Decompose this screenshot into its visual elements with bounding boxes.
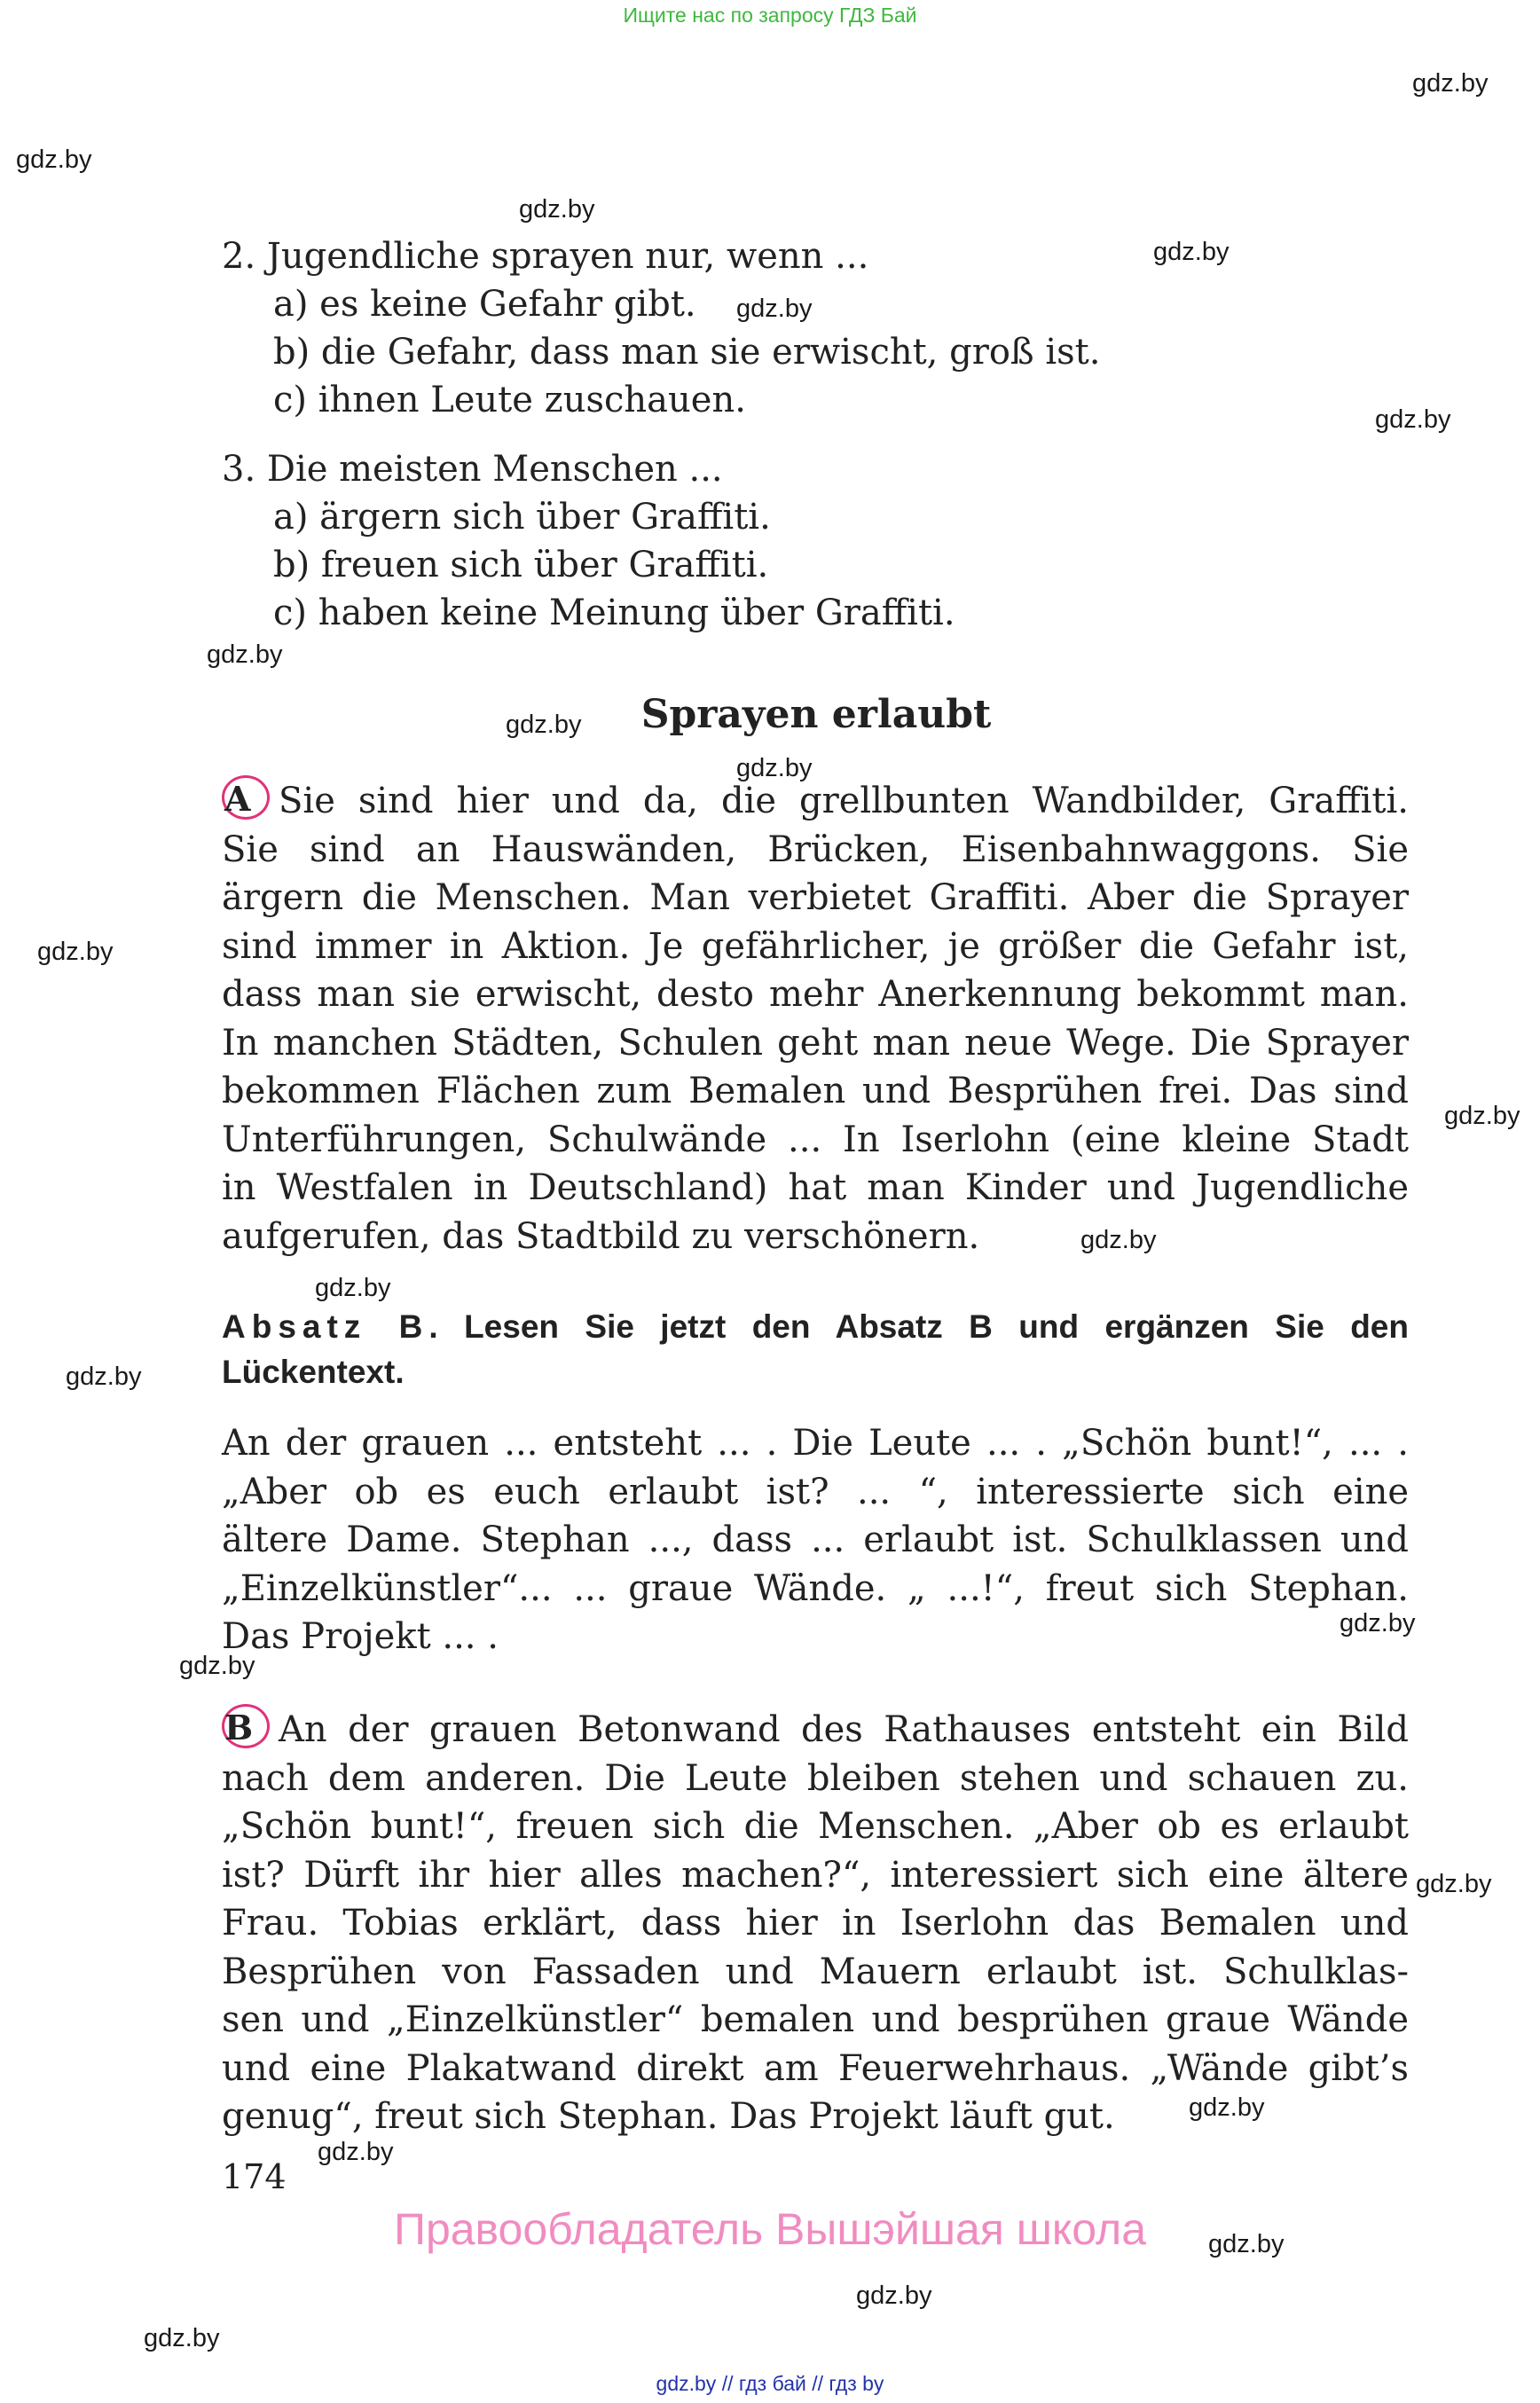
paragraph-b-line: Frau. Tobias erklärt, dass hier in Iserlohn das Bemalen und bbox=[222, 1903, 1409, 1944]
watermark: gdz.by bbox=[1375, 405, 1451, 434]
paragraph-a-line: dass man sie erwischt, desto mehr Anerkennung bekommt man. bbox=[222, 974, 1409, 1015]
gap-text-line: „Aber ob es euch erlaubt ist? ... “, interessierte sich eine bbox=[222, 1471, 1409, 1512]
paragraph-a-badge: A bbox=[222, 775, 270, 820]
paragraph-a-line: In manchen Städten, Schulen geht man neue Wege. Die Sprayer bbox=[222, 1022, 1409, 1064]
watermark: gdz.by bbox=[1412, 69, 1489, 98]
watermark: gdz.by bbox=[736, 754, 813, 782]
watermark: gdz.by bbox=[66, 1362, 142, 1391]
gap-text bbox=[222, 1419, 1409, 1661]
paragraph-b-line: und eine Plakatwand direkt am Feuerwehrhaus. „Wände gibt’s bbox=[222, 2047, 1409, 2089]
paragraph-a-line: in Westfalen in Deutschland) hat man Kinder und Jugendliche bbox=[222, 1167, 1409, 1208]
paragraph-b-line: sen und „Einzelkünstler“ bemalen und besprühen graue Wände bbox=[222, 1999, 1409, 2040]
paragraph-b-line: ist? Dürft ihr hier alles machen?“, interessiert sich eine ältere bbox=[222, 1854, 1409, 1896]
watermark: gdz.by bbox=[318, 2138, 394, 2166]
paragraph-b-line: genug“, freut sich Stephan. Das Projekt läuft gut. bbox=[222, 2096, 1115, 2137]
task-label: Absatz B bbox=[222, 1308, 429, 1345]
watermark: gdz.by bbox=[207, 640, 283, 669]
watermark: gdz.by bbox=[1189, 2093, 1265, 2122]
paragraph-b-line: nach dem anderen. Die Leute bleiben stehen und schauen zu. bbox=[222, 1757, 1409, 1799]
paragraph-a-line: ärgern die Menschen. Man verbietet Graffiti. Aber die Sprayer bbox=[222, 877, 1409, 918]
watermark: gdz.by bbox=[1416, 1870, 1492, 1898]
question-2-option-a: a) es keine Gefahr gibt. bbox=[273, 284, 696, 325]
watermark: gdz.by bbox=[1444, 1102, 1520, 1130]
question-2-stem: 2. Jugendliche sprayen nur, wenn ... bbox=[222, 236, 869, 277]
rights-holder: Правообладатель Вышэйшая школа bbox=[394, 2204, 1146, 2254]
watermark: gdz.by bbox=[1153, 238, 1230, 266]
question-3-option-c: c) haben keine Meinung über Graffiti. bbox=[273, 593, 955, 633]
gap-text-line: An der grauen ... entsteht ... . Die Leute ... . „Schön bunt!“, ... . bbox=[222, 1423, 1409, 1464]
watermark: gdz.by bbox=[16, 145, 92, 174]
paragraph-b-line: B An der grauen Betonwand des Rathauses entsteht ein Bild bbox=[222, 1704, 1409, 1755]
question-2 bbox=[222, 232, 1100, 424]
page-number: 174 bbox=[222, 2157, 287, 2196]
task-text-line2: Lückentext. bbox=[222, 1354, 405, 1390]
top-banner[interactable]: Ищите нас по запросу ГДЗ Бай bbox=[623, 4, 917, 27]
watermark: gdz.by bbox=[1208, 2230, 1285, 2258]
task-instruction bbox=[222, 1304, 1409, 1394]
section-title: Sprayen erlaubt bbox=[640, 692, 992, 737]
watermark: gdz.by bbox=[179, 1652, 255, 1680]
watermark: gdz.by bbox=[1340, 1609, 1416, 1637]
paragraph-b-badge: B bbox=[222, 1704, 270, 1748]
question-2-option-b: b) die Gefahr, dass man sie erwischt, groß ist. bbox=[273, 332, 1101, 373]
question-3 bbox=[222, 445, 955, 637]
question-3-option-b: b) freuen sich über Graffiti. bbox=[273, 545, 769, 585]
paragraph-a bbox=[222, 775, 1409, 1260]
watermark: gdz.by bbox=[144, 2324, 220, 2352]
paragraph-a-line: aufgerufen, das Stadtbild zu verschönern. bbox=[222, 1215, 980, 1257]
watermark: gdz.by bbox=[736, 294, 813, 323]
paragraph-a-line: Unterführungen, Schulwände ... In Iserlohn (eine kleine Stadt bbox=[222, 1119, 1409, 1160]
task-text: . Lesen Sie jetzt den Absatz B und ergänzen Sie den bbox=[428, 1308, 1409, 1345]
paragraph-b bbox=[222, 1704, 1409, 2141]
gap-text-line: Das Projekt ... . bbox=[222, 1616, 499, 1657]
watermark: gdz.by bbox=[1080, 1226, 1157, 1254]
footer-links[interactable]: gdz.by // гдз бай // гдз by bbox=[656, 2372, 884, 2395]
gap-text-line: ältere Dame. Stephan ..., dass ... erlaubt ist. Schulklassen und bbox=[222, 1520, 1409, 1560]
gap-text-line: „Einzelkünstler“... ... graue Wände. „ ...!“, freut sich Stephan. bbox=[222, 1567, 1409, 1609]
watermark: gdz.by bbox=[37, 938, 114, 966]
paragraph-a-line: sind immer in Aktion. Je gefährlicher, je größer die Gefahr ist, bbox=[222, 925, 1409, 967]
paragraph-a-line: bekommen Flächen zum Bemalen und Besprühen frei. Das sind bbox=[222, 1071, 1409, 1111]
question-2-option-c: c) ihnen Leute zuschauen. bbox=[273, 380, 746, 420]
paragraph-a-line: A Sie sind hier und da, die grellbunten Wandbilder, Graffiti. bbox=[222, 775, 1409, 826]
watermark: gdz.by bbox=[856, 2281, 932, 2310]
question-3-option-a: a) ärgern sich über Graffiti. bbox=[273, 497, 771, 538]
paragraph-b-line: Besprühen von Fassaden und Mauern erlaubt ist. Schulklas- bbox=[222, 1951, 1409, 1992]
watermark: gdz.by bbox=[506, 711, 582, 739]
paragraph-b-line: „Schön bunt!“, freuen sich die Menschen. „Aber ob es erlaubt bbox=[222, 1806, 1409, 1847]
watermark: gdz.by bbox=[315, 1274, 391, 1302]
paragraph-a-line: Sie sind an Hauswänden, Brücken, Eisenbahnwaggons. Sie bbox=[222, 828, 1409, 870]
question-3-stem: 3. Die meisten Menschen ... bbox=[222, 449, 723, 490]
watermark: gdz.by bbox=[519, 195, 595, 224]
